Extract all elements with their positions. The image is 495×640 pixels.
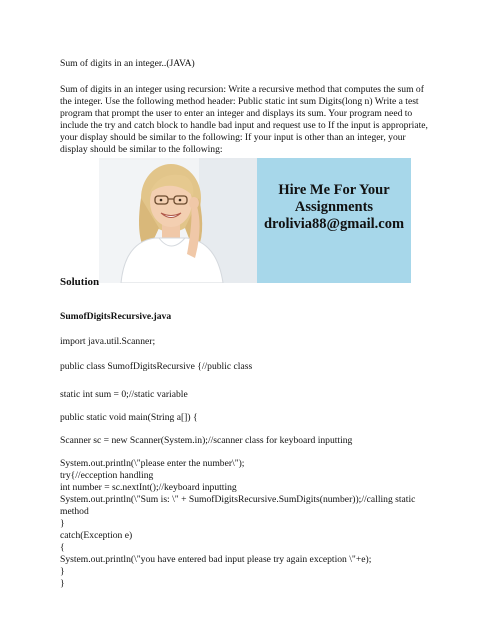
- woman-illustration-icon: [99, 158, 257, 283]
- banner-line-2: Assignments: [294, 199, 374, 215]
- code-close-try: }: [60, 518, 65, 529]
- solution-heading: Solution: [60, 276, 100, 288]
- code-scanner: Scanner sc = new Scanner(System.in);//scanner class for keyboard inputting: [60, 435, 353, 446]
- code-println-sum: System.out.println(\"Sum is: \" + SumofDigitsRecursive.SumDigits(number));//calling static: [60, 494, 416, 505]
- document-title: Sum of digits in an integer..(JAVA): [60, 58, 195, 69]
- code-close-2: }: [60, 578, 65, 589]
- code-static-variable: static int sum = 0;//static variable: [60, 389, 188, 400]
- code-catch: catch(Exception e): [60, 530, 133, 541]
- code-close-1: }: [60, 566, 65, 577]
- banner-line-3: drolivia88@gmail.com: [263, 216, 405, 232]
- file-name: SumofDigitsRecursive.java: [60, 311, 172, 322]
- problem-description: Sum of digits in an integer using recursion: Write a recursive method that computes the sum of the integer. Use the following method header: Public static int sum Digits(long n) Write a test program that prompt the user to enter an integer and displays its sum. Your program need to include the try and catch block to handle bad input and request use to If the input is appropriate, your display should be similar to the following: If your input is other than an integer, your display should be similar to the following:: [60, 84, 428, 155]
- code-open-brace: {: [60, 542, 65, 553]
- code-println-bad-input: System.out.println(\"you have entered bad input please try again exception \"+e);: [60, 554, 372, 565]
- woman-photo: [99, 158, 257, 283]
- advert-banner: [99, 158, 411, 283]
- code-try: try{//ecception handling: [60, 470, 154, 481]
- banner-line-1: Hire Me For Your: [278, 182, 390, 198]
- code-int-number: int number = sc.nextInt();//keyboard inputting: [60, 482, 237, 493]
- code-println-prompt: System.out.println(\"please enter the number\");: [60, 458, 245, 469]
- banner-text: [259, 182, 409, 233]
- code-method-word: method: [60, 506, 89, 517]
- code-import: import java.util.Scanner;: [60, 336, 156, 347]
- code-class-declaration: public class SumofDigitsRecursive {//public class: [60, 361, 253, 372]
- code-main-declaration: public static void main(String a[]) {: [60, 412, 198, 423]
